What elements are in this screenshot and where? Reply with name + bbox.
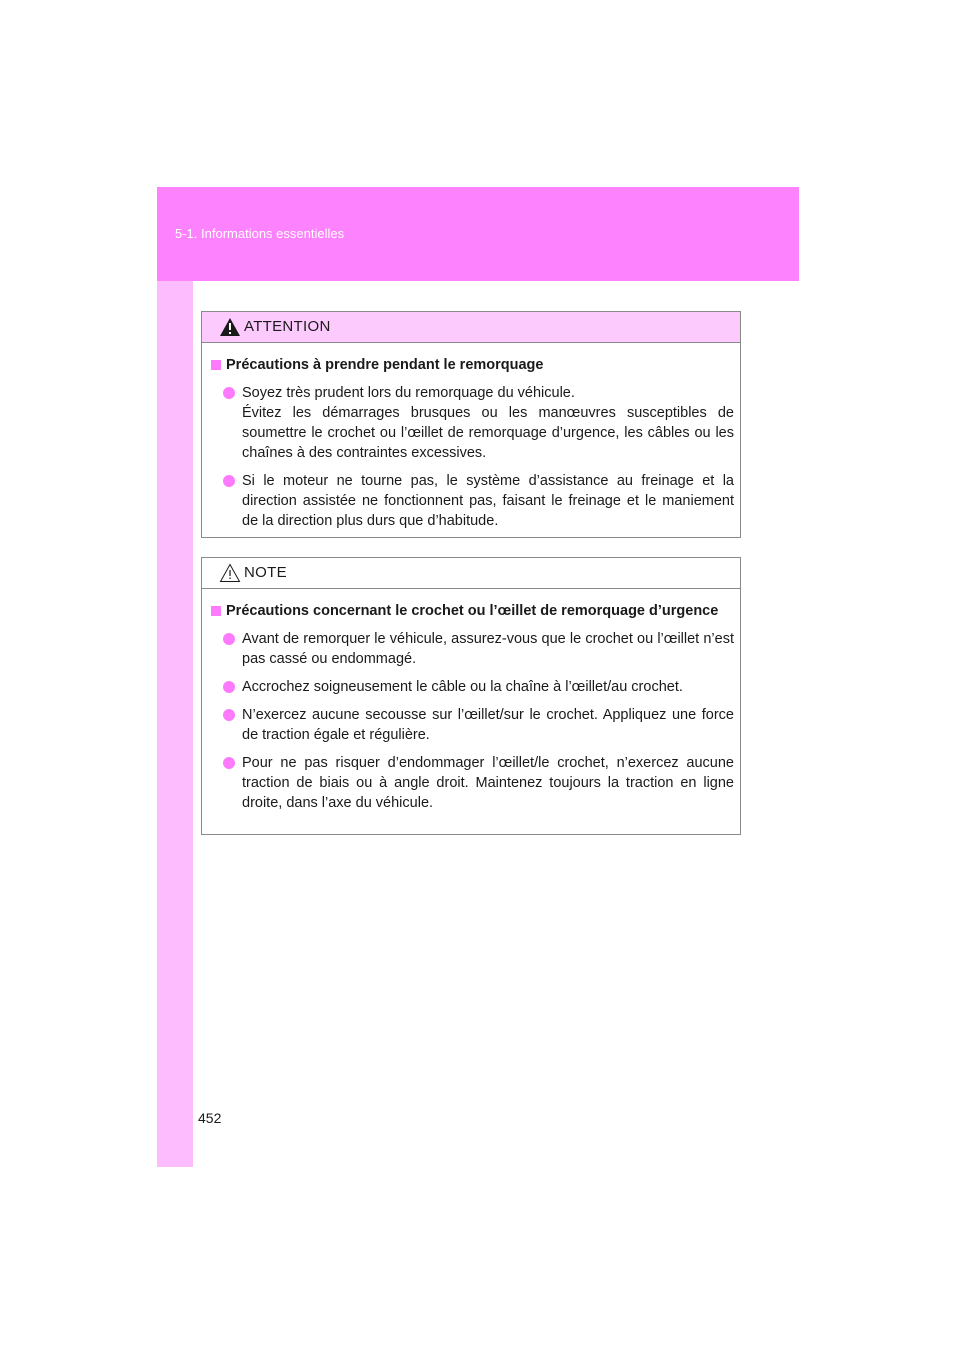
item-text: Avant de remorquer le véhicule, assurez-vous que le crochet ou l’œillet n’est pas cassé ou endommagé. (242, 631, 734, 667)
note-heading (211, 601, 734, 621)
list-item (211, 383, 734, 463)
item-text: Soyez très prudent lors du remorquage du véhicule. (242, 385, 575, 401)
warning-filled-icon (219, 317, 241, 337)
note-heading-text: Précautions concernant le crochet ou l’œillet de remorquage d’urgence (226, 603, 719, 619)
attention-heading-text: Précautions à prendre pendant le remorquage (226, 357, 544, 373)
note-box (201, 557, 741, 835)
list-item (211, 753, 734, 813)
section-title: 5-1. Informations essentielles (175, 226, 345, 241)
note-title: NOTE (244, 564, 287, 581)
note-body (202, 589, 740, 813)
list-item (211, 471, 734, 531)
circle-bullet-icon (223, 475, 235, 487)
item-text: Accrochez soigneusement le câble ou la chaîne à l’œillet/au crochet. (242, 679, 683, 695)
circle-bullet-icon (223, 633, 235, 645)
item-text: N’exercez aucune secousse sur l’œillet/sur le crochet. Appliquez une force de traction égale et régulière. (242, 707, 734, 743)
attention-title: ATTENTION (244, 318, 331, 335)
warning-outline-icon (219, 563, 241, 583)
circle-bullet-icon (223, 757, 235, 769)
item-text: Pour ne pas risquer d’endommager l’œillet/le crochet, n’exercez aucune traction de biais ou à angle droit. Maintenez toujours la traction en ligne droite, dans l’axe du véhicule. (242, 755, 734, 811)
list-item (211, 629, 734, 669)
square-bullet-icon (211, 606, 221, 616)
circle-bullet-icon (223, 681, 235, 693)
circle-bullet-icon (223, 709, 235, 721)
item-text: Si le moteur ne tourne pas, le système d’assistance au freinage et la direction assistée ne fonctionnent pas, faisant le freinage et le maniement de la direction plus durs que d’habitude. (242, 473, 734, 529)
circle-bullet-icon (223, 387, 235, 399)
attention-box (201, 311, 741, 538)
page-number: 452 (198, 1110, 222, 1126)
list-item (211, 705, 734, 745)
attention-body (202, 343, 740, 531)
list-item (211, 677, 734, 697)
side-color-strip (157, 187, 193, 1167)
attention-heading (211, 355, 734, 375)
item-text: Évitez les démarrages brusques ou les manœuvres susceptibles de soumettre le crochet ou l’œillet de remorquage d’urgence, les câbles ou les chaînes à des contraintes excessives. (242, 405, 734, 461)
square-bullet-icon (211, 360, 221, 370)
attention-header (202, 312, 740, 343)
note-header (202, 558, 740, 589)
